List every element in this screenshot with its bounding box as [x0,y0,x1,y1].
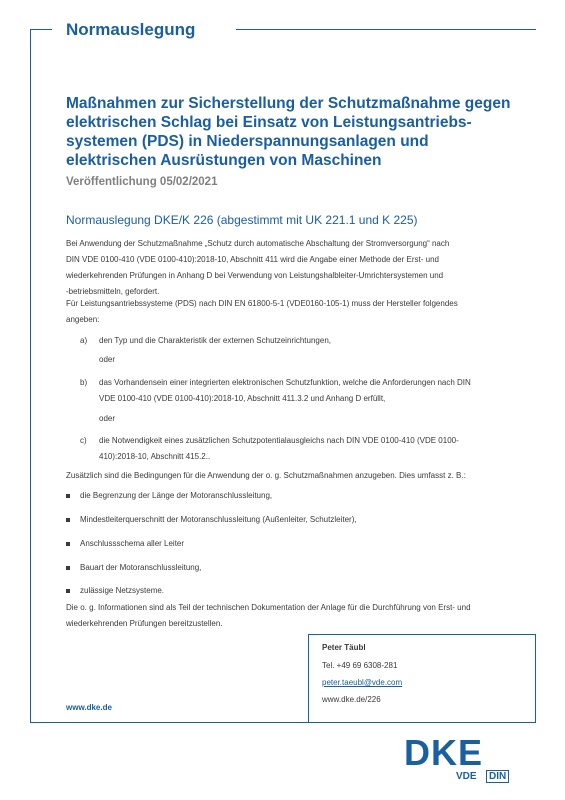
paragraph-3: Zusätzlich sind die Bedingungen für die Anwendung der o. g. Schutzmaßnahmen anzugeben. Dies umfasst z. B.: [66,471,466,480]
list-label-b: b) [80,378,88,387]
paragraph-line: -betriebsmitteln, gefordert. [66,287,160,296]
bullet-item: Mindestleiterquerschnitt der Motoranschlussleitung (Außenleiter, Schutzleiter), [80,515,357,524]
din-logo: DIN [486,770,509,783]
paragraph-line: DIN VDE 0100-410 (VDE 0100-410):2018-10, Abschnitt 411 wird die Angabe einer Methode der Erst- und [66,255,439,264]
frame-line-left [30,29,31,723]
paragraph-line: Für Leistungsantriebssysteme (PDS) nach DIN EN 61800-5-1 (VDE0160-105-1) muss der Hersteller folgendes [66,299,458,308]
title-line: elektrischen Ausrüstungen von Maschinen [66,152,382,169]
contact-name: Peter Täubl [322,643,366,652]
bullet-square-icon [66,589,70,593]
list-label-a: a) [80,336,88,345]
paragraph-1 [66,236,449,300]
list-item-line: das Vorhandensein einer integrierten elektronischen Schutzfunktion, welche die Anforderungen nach DIN [99,378,471,387]
list-label-c: c) [80,436,87,445]
list-item-c [99,433,459,465]
bullet-item: Bauart der Motoranschlussleitung, [80,563,202,572]
paragraph-line: Die o. g. Informationen sind als Teil der technischen Dokumentation der Anlage für die Durchführung von Erst- und [66,603,471,612]
list-item-line: VDE 0100-410 (VDE 0100-410):2018-10, Abschnitt 411.3.2 und Anhang D erfüllt, [99,394,386,403]
title-line: systemen (PDS) in Niederspannungsanlagen und [66,133,429,150]
title-line: elektrischen Schlag bei Einsatz von Leistungsantriebs- [66,114,472,131]
bullet-item: die Begrenzung der Länge der Motoranschlussleitung, [80,491,273,500]
paragraph-line: wiederkehrenden Prüfungen bereitzustellen. [66,619,223,628]
paragraph-2 [66,296,458,328]
header-title: Normauslegung [66,20,196,39]
paragraph-4 [66,600,471,632]
paragraph-line: wiederkehrenden Prüfungen in Anhang D bei Verwendung von Leistungshalbleiter-Umrichtersystemen und [66,271,444,280]
footer-url-link[interactable]: www.dke.de [66,703,112,712]
publication-date: Veröffentlichung 05/02/2021 [66,176,218,188]
or-connector: oder [99,355,116,364]
bullet-square-icon [66,518,70,522]
list-item-b [99,375,471,407]
section-heading: Normauslegung DKE/K 226 (abgestimmt mit UK 221.1 und K 225) [66,213,418,227]
bullet-item: zulässige Netzsysteme. [80,586,165,595]
frame-line-top-right [236,29,536,30]
bullet-square-icon [66,494,70,498]
list-item-line: die Notwendigkeit eines zusätzlichen Schutzpotentialausgleichs nach DIN VDE 0100-410 (VDE 0100- [99,436,459,445]
or-connector: oder [99,414,116,423]
bullet-item: Anschlussschema aller Leiter [80,539,185,548]
contact-email-link[interactable]: peter.taeubl@vde.com [322,678,403,687]
bullet-square-icon [66,542,70,546]
list-item-a: den Typ und die Charakteristik der externen Schutzeinrichtungen, [99,336,331,345]
paragraph-line: angeben: [66,315,100,324]
vde-logo: VDE [456,771,477,782]
contact-phone: Tel. +49 69 6308-281 [322,661,398,670]
frame-line-top-left [30,29,52,30]
dke-logo: DKE [404,732,484,773]
document-title [66,94,516,170]
list-item-line: 410):2018-10, Abschnitt 415.2.. [99,452,211,461]
title-line: Maßnahmen zur Sicherstellung der Schutzmaßnahme gegen [66,95,511,112]
paragraph-line: Bei Anwendung der Schutzmaßnahme „Schutz durch automatische Abschaltung der Stromversorgung“ nach [66,239,450,248]
contact-web-link[interactable]: www.dke.de/226 [322,695,381,704]
bullet-square-icon [66,566,70,570]
